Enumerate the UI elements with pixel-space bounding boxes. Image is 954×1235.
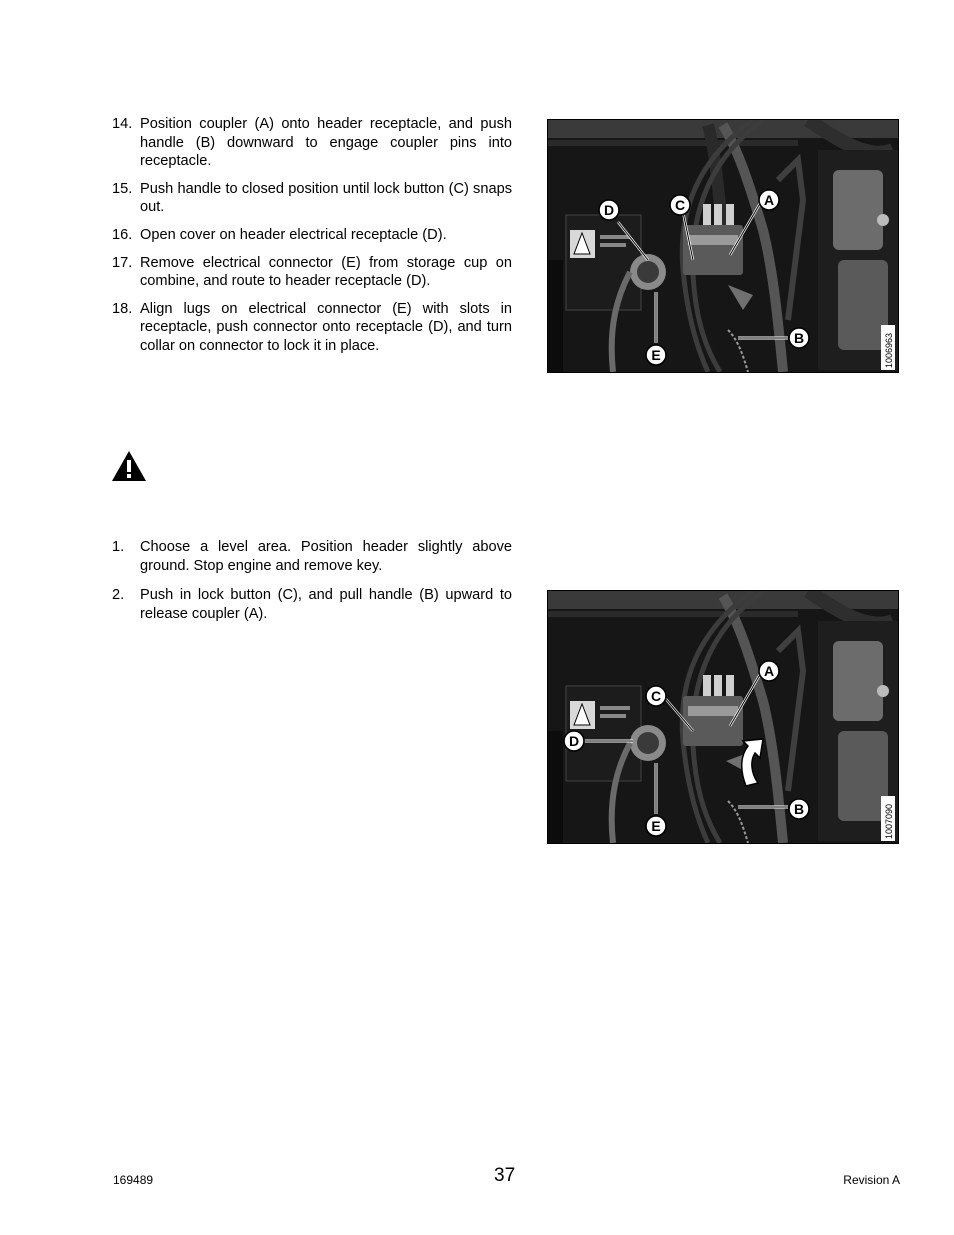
callout-e xyxy=(646,816,666,836)
step-2 xyxy=(112,586,512,623)
step-18 xyxy=(112,300,512,356)
step-text: Push in lock button (C), and pull handle (B) upward to release coupler (A). xyxy=(140,587,512,622)
step-number: 18. xyxy=(112,300,133,317)
callout-a xyxy=(759,190,779,210)
step-text: Position coupler (A) onto header receptacle, and push handle (B) downward to engage coupler pins into receptacle. xyxy=(140,116,512,170)
figure-coupler-attached-illustration xyxy=(548,120,898,372)
svg-text:A: A xyxy=(763,192,775,208)
svg-text:B: B xyxy=(793,801,805,817)
step-text: Push handle to closed position until lock button (C) snaps out. xyxy=(140,180,512,216)
svg-text:E: E xyxy=(651,347,661,363)
figure-coupler-release xyxy=(547,590,899,844)
revision-label: Revision A xyxy=(843,1173,900,1187)
step-number: 2. xyxy=(112,587,125,604)
callout-d xyxy=(599,200,619,220)
step-number: 14. xyxy=(112,116,133,132)
svg-text:D: D xyxy=(603,202,615,218)
step-14 xyxy=(112,115,512,171)
callout-e xyxy=(646,345,666,365)
document-number: 169489 xyxy=(113,1173,154,1187)
procedure-steps-detach xyxy=(112,538,512,634)
step-17 xyxy=(112,254,512,291)
step-text: Remove electrical connector (E) from storage cup on combine, and route to header receptacle (D). xyxy=(140,254,512,290)
step-number: 17. xyxy=(112,254,133,271)
step-text: Choose a level area. Position header slightly above ground. Stop engine and remove key. xyxy=(140,539,512,574)
page-number: 37 xyxy=(494,1165,516,1186)
step-16 xyxy=(112,226,512,245)
svg-text:E: E xyxy=(651,818,661,834)
svg-text:B: B xyxy=(793,330,805,346)
svg-text:D: D xyxy=(568,733,580,749)
callout-c xyxy=(670,195,690,215)
callout-b xyxy=(789,328,809,348)
step-text: Align lugs on electrical connector (E) with slots in receptacle, push connector onto receptacle (D), and turn collar on connector to lock it in place. xyxy=(140,300,512,354)
step-1 xyxy=(112,538,512,575)
figure-coupler-attached xyxy=(547,119,899,373)
svg-text:C: C xyxy=(674,197,686,213)
step-number: 15. xyxy=(112,180,133,197)
callout-b xyxy=(789,799,809,819)
step-number: 1. xyxy=(112,539,125,555)
callout-c xyxy=(646,686,666,706)
svg-text:C: C xyxy=(650,688,662,704)
figure-coupler-release-illustration xyxy=(548,591,898,843)
figure-id: 1007090 xyxy=(884,803,894,839)
figure-id: 1006963 xyxy=(884,332,894,368)
step-number: 16. xyxy=(112,226,133,243)
step-15 xyxy=(112,180,512,217)
warning-triangle-icon xyxy=(111,450,147,487)
procedure-steps-attach xyxy=(112,115,512,365)
callout-d xyxy=(564,731,584,751)
svg-text:A: A xyxy=(763,663,775,679)
step-text: Open cover on header electrical receptacle (D). xyxy=(140,226,447,243)
callout-a xyxy=(759,661,779,681)
